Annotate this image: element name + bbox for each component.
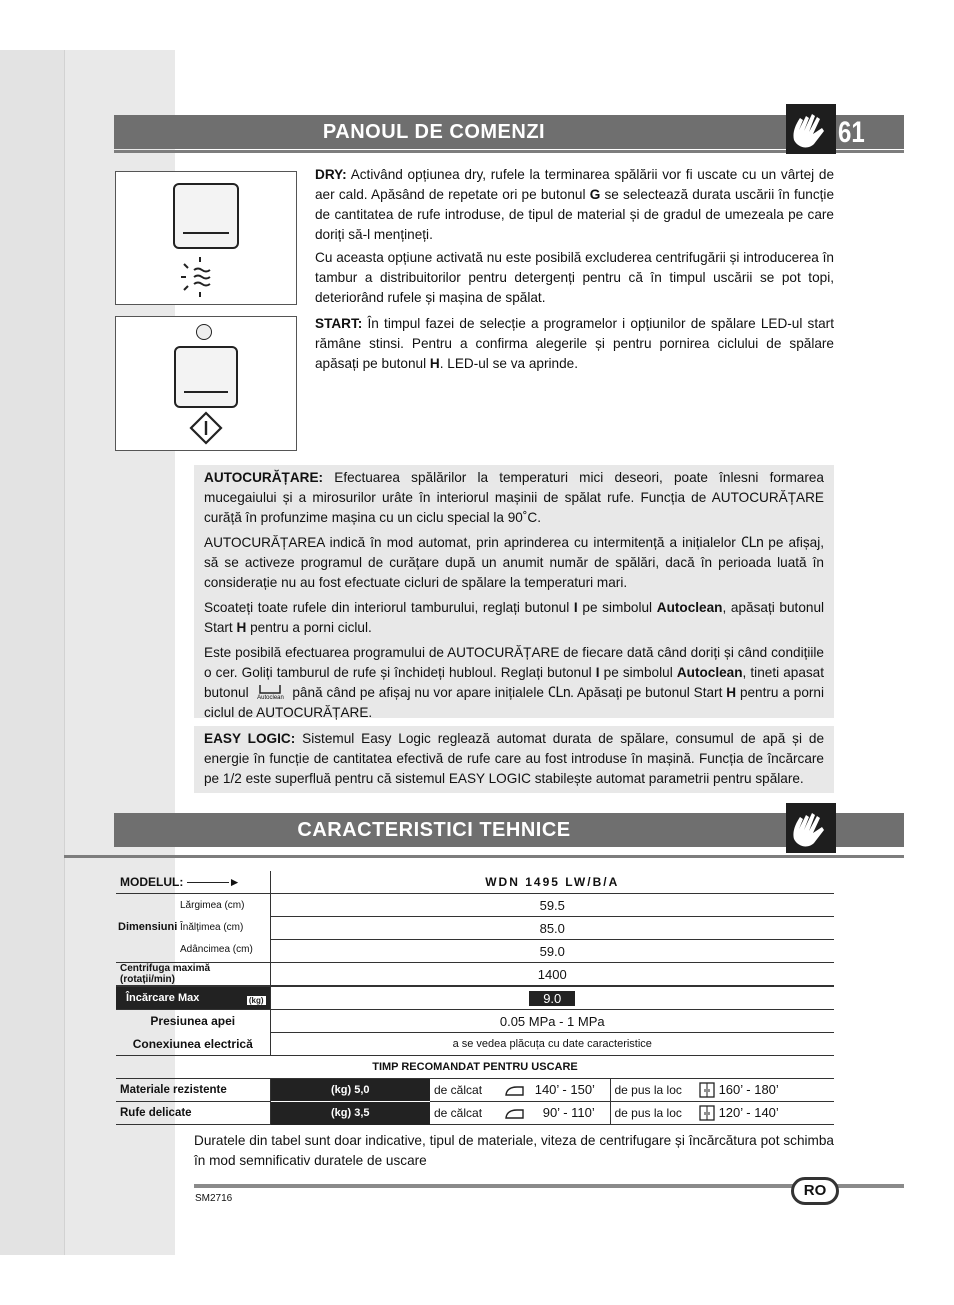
depth-value: 59.0 [270,940,834,963]
spec-table [116,871,834,1125]
table-row [116,1056,834,1079]
water-pressure-value: 0.05 MPa - 1 MPa [270,1010,834,1033]
drying-row-iron: de călcat 140’ - 150’ [430,1079,610,1102]
lcd-cln-display: CLn [740,535,764,551]
table-row [116,1079,834,1102]
table-row [116,963,834,987]
section-rule [64,855,904,858]
autoclean-paragraph-1: AUTOCURĂȚARE: Efectuarea spălărilor la temperaturi mici deseori, poate înlesni formarea mucegaiului și a mirosurilor urâte în interiorul mașinii de spălat rufe. Funcția de AUTOCURĂȚARE curăță în profunzime mașina cu un ciclu special la 90˚C. [204,470,824,525]
start-pause-icon [189,411,223,445]
iron-icon [503,1107,525,1121]
autoclean-box [194,465,834,718]
start-button-panel [115,316,297,451]
footnote: Duratele din tabel sunt doar indicative, tipul de materiale, viteza de centrifugare și încărcătura pot schimba în mod semnificativ duratele de uscare [194,1133,834,1168]
max-load-cell [270,986,834,1010]
table-row [116,1033,834,1056]
dimensions-label-cell: Dimensiuni Lărgimea (cm) Înălțimea (cm) Adâncimea (cm) [116,894,270,963]
dry-warning-paragraph: Cu aceasta opțiune activată nu este posibilă excluderea centrifugării și introducerea în tambur a distribuitorilor pentru detergenți pentru că în timpul uscării se pot topi, deteriorând rufele și mașina de spălat. [315,250,834,305]
height-value: 85.0 [270,917,834,940]
dry-button[interactable] [173,183,239,249]
drying-row-store: de pus la loc 120’ - 140’ [610,1102,834,1125]
width-value: 59.5 [270,894,834,917]
model-label-cell: MODELUL: ► [116,871,270,894]
section-title: CARACTERISTICI TEHNICE [297,819,571,841]
model-value: WDN 1495 LW/B/A [270,871,834,894]
drying-row-kg: (kg) 5,0 [270,1079,430,1102]
start-button[interactable] [174,346,238,408]
dry-icon [180,256,232,298]
dry-paragraph: DRY: Activând opțiunea dry, rufele la terminarea spălării vor fi uscate cu un vârtej de aer cald. Apăsând de repetate ori pe butonul G se selectează durata uscării în funcție de cantitatea de rufe introduse, de tipul de material și de gradul de umezeala pe care doriți să-l mențineți. [315,167,835,242]
drying-row-label: Rufe delicate [116,1102,270,1125]
drying-row-label: Materiale rezistente [116,1079,270,1102]
dry-button-panel [115,171,297,305]
drying-row-kg: (kg) 3,5 [270,1102,430,1125]
section-title: PANOUL DE COMENZI [322,121,546,143]
spin-label: Centrifuga maximă (rotații/min) [116,963,270,987]
table-row [116,1010,834,1033]
table-row [116,986,834,1010]
drying-row-iron: de călcat 90’ - 110’ [430,1102,610,1125]
autoclean-button-icon: Autoclean [252,684,288,702]
drying-time-header: TIMP RECOMANDAT PENTRU USCARE [116,1056,834,1079]
easylogic-paragraph: EASY LOGIC: Sistemul Easy Logic reglează automat durata de spălare, consumul de apă și de energie în funcție de cantitatea efectivă de rufe care au fost introduse în mașină. Funcția de încărcare pe 1/2 este superfluă pentru că sistemul EASY LOGIC stabilește automat parametrii pentru spălare. [204,731,824,786]
wardrobe-icon [699,1082,715,1098]
max-load-label-cell: Încărcare Max (kg) [116,986,270,1010]
max-load-value: 9.0 [529,991,575,1006]
autoclean-paragraph-2: AUTOCURĂȚAREA indică în mod automat, prin aprinderea cu intermitență a inițialelor CLn pe afișaj, să se activeze programul de curățare după un anumit număr de spălări, dacă în perioada luată în considerație nu au fost efectuate cicluri de spălare la temperaturi mari. [204,535,824,590]
start-led [196,324,212,340]
page-number: 61 [838,116,865,149]
hand-icon [786,104,836,154]
water-pressure-label: Presiunea apei [116,1010,270,1033]
drying-row-store: de pus la loc 160’ - 180’ [610,1079,834,1102]
hand-icon [786,803,836,853]
table-row [116,894,834,917]
wardrobe-icon [699,1105,715,1121]
table-row [116,871,834,894]
spin-value: 1400 [270,963,834,987]
iron-icon [503,1084,525,1098]
document-code: SM2716 [195,1193,233,1204]
autoclean-paragraph-3: Scoateți toate rufele din interiorul tamburului, reglați butonul I pe simbolul Autoclean, apăsați butonul Start H pentru a porni ciclul. [204,600,825,635]
easylogic-box [194,726,834,793]
page-margin-strip [0,50,64,1255]
start-paragraph: START: În timpul fazei de selecție a programelor i opțiunilor de spălare LED-ul start rămâne stinsi. Pentru a confirma alegerile și pentru pornirea ciclului de spălare apăsați pe butonul H. LED-ul se va aprinde. [315,316,834,371]
lcd-cln-display: CLn [547,685,571,701]
electric-value: a se vedea plăcuța cu date caracteristice [270,1033,834,1056]
autoclean-paragraph-4: Este posibilă efectuarea programului de AUTOCURĂȚARE de fiecare dată când doriți și când condițiile o cer. Goliți tamburul de rufe și închideți hubloul. Reglați butonul I pe simbolul Autoclean, tineti apasat butonul Autoclean până când pe afișaj nu vor apare inițialele CLn. Apăsați pe butonul Start H pentru a porni ciclul de AUTOCURĂȚARE. [204,645,825,720]
table-row [116,1102,834,1125]
electric-label: Conexiunea electrică [116,1033,270,1056]
language-badge: RO [791,1177,839,1205]
